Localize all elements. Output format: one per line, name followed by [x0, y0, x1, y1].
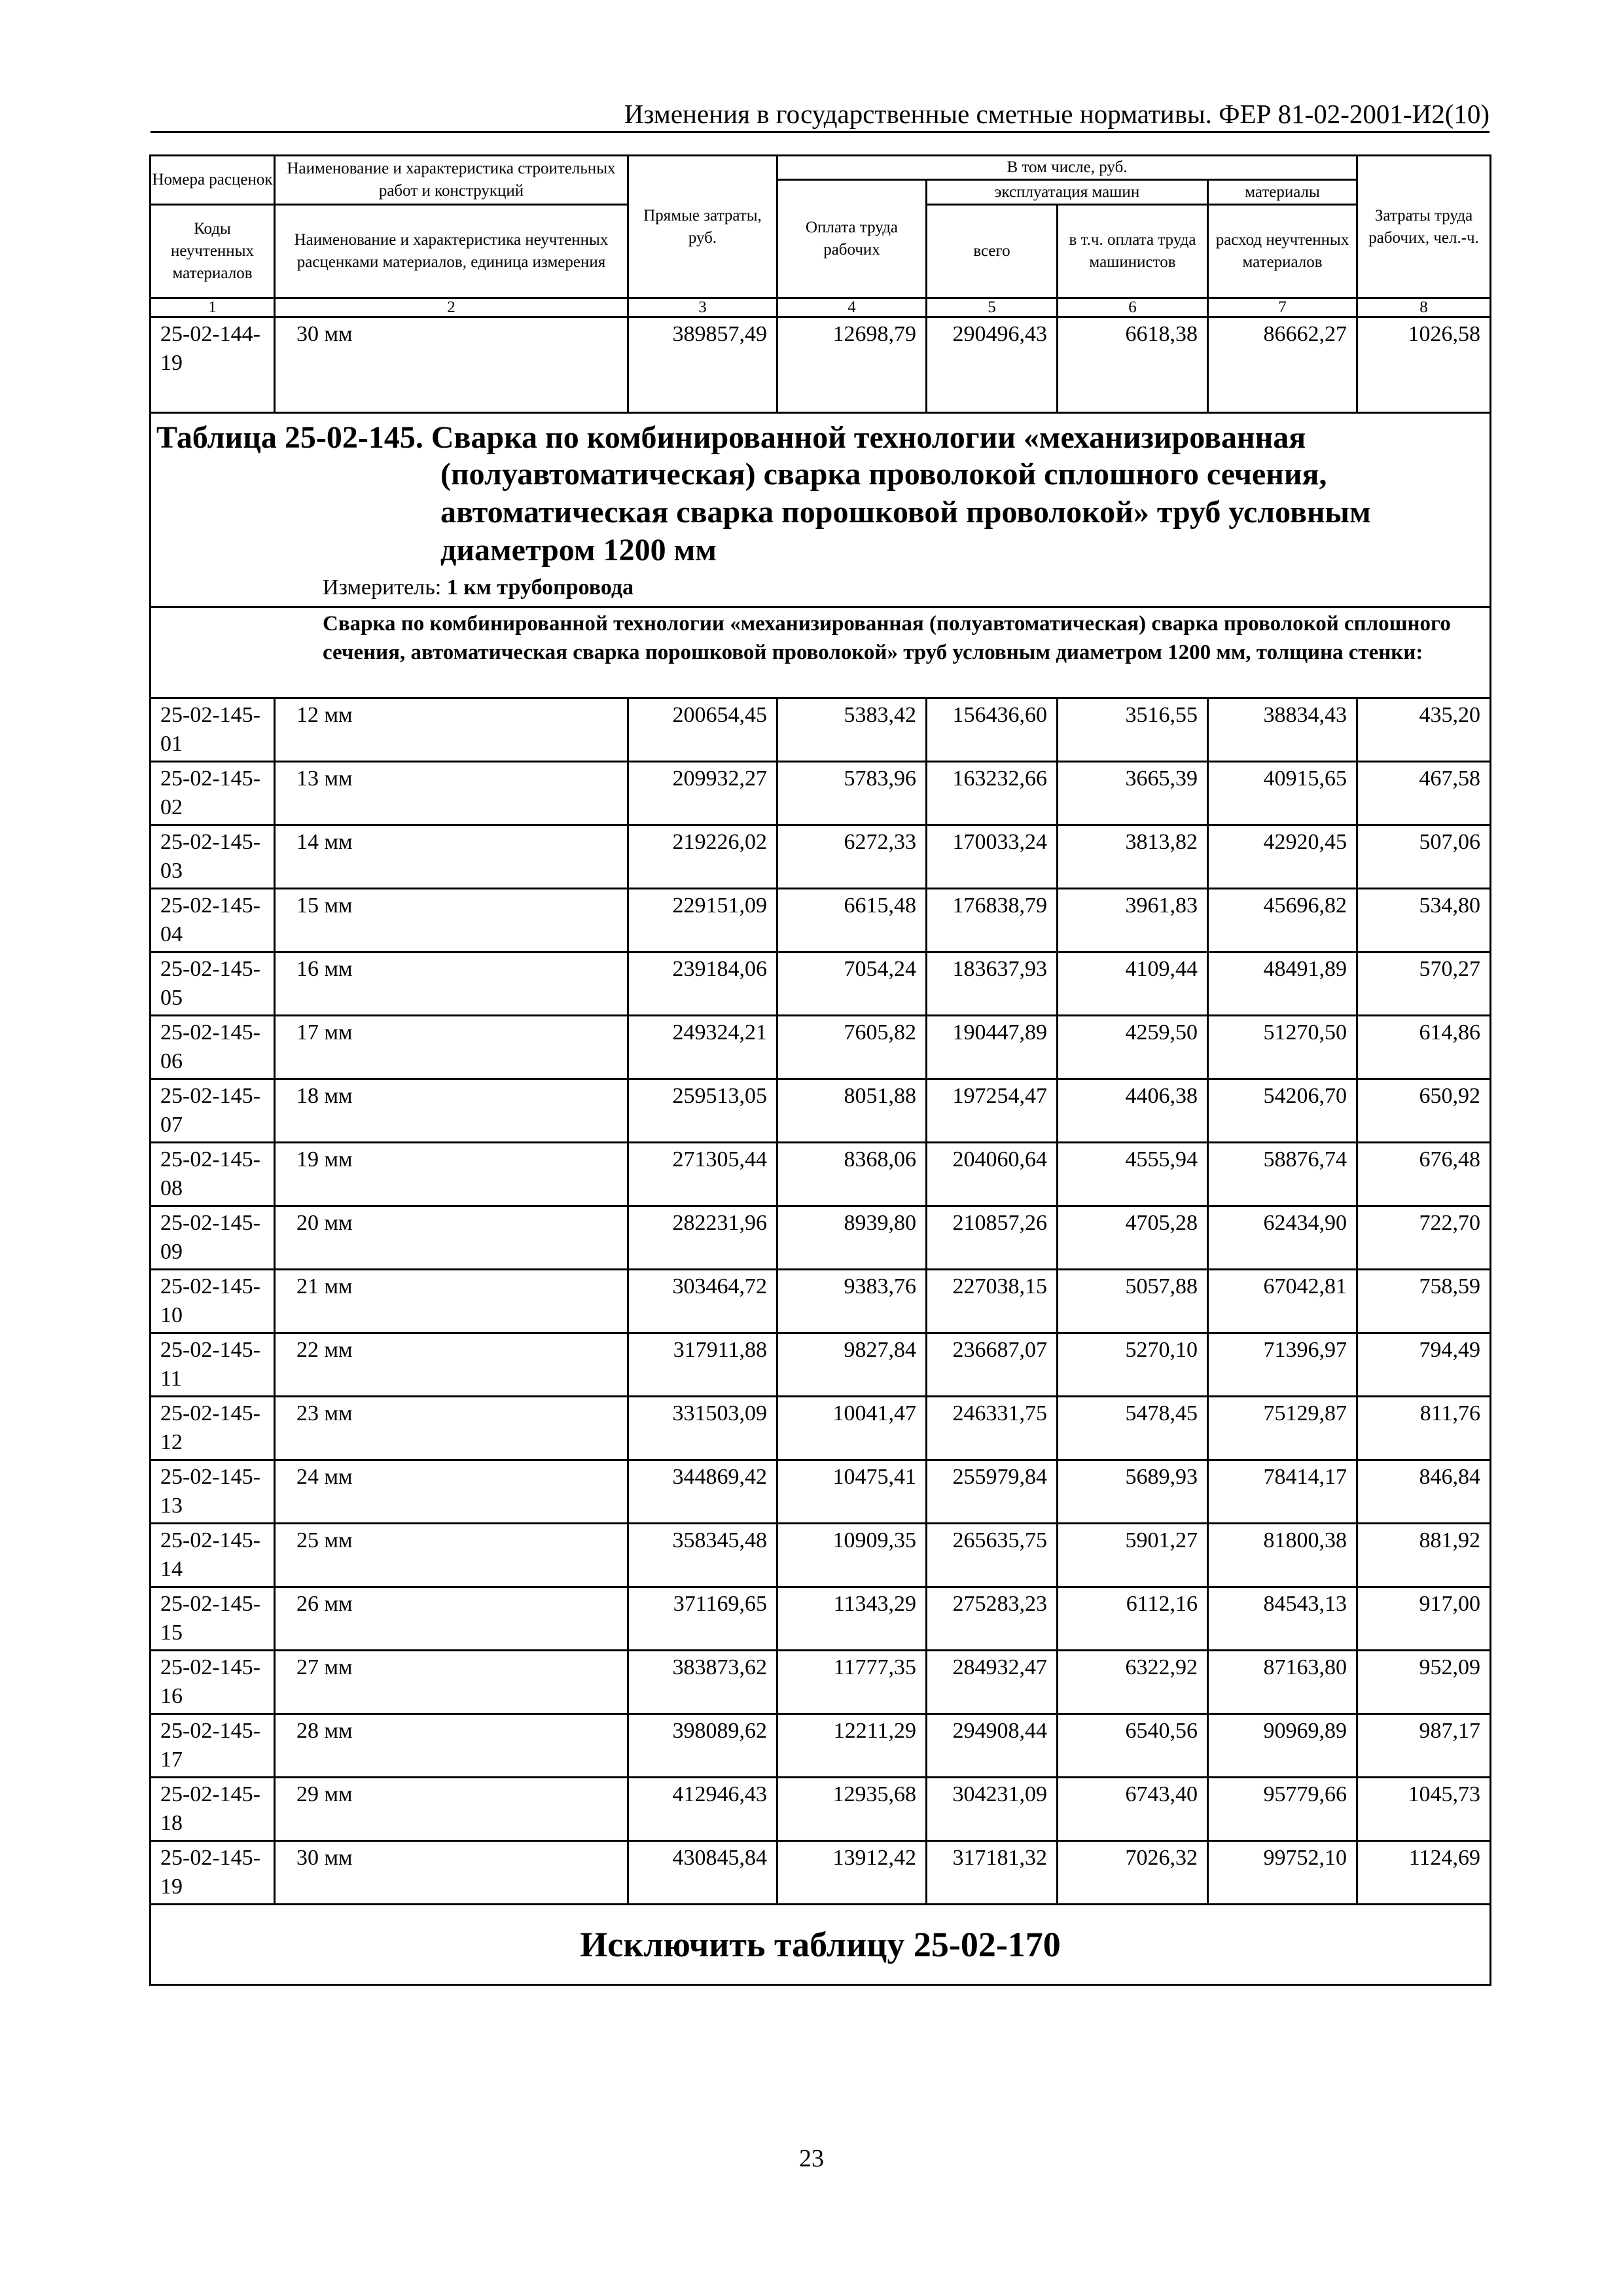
rate-code: 25-02-145-07 [151, 1079, 275, 1143]
labor-hours: 1045,73 [1357, 1778, 1491, 1841]
exclude-table-note: Исключить таблицу 25-02-170 [151, 1905, 1491, 1985]
rate-code: 25-02-145-18 [151, 1778, 275, 1841]
materials: 48491,89 [1208, 952, 1357, 1016]
table-row [151, 825, 1491, 889]
labor-pay: 12698,79 [777, 317, 927, 413]
labor-hours: 722,70 [1357, 1206, 1491, 1270]
direct-costs: 303464,72 [628, 1270, 777, 1333]
rate-name: 15 мм [275, 889, 628, 952]
materials: 90969,89 [1208, 1714, 1357, 1778]
machines-total: 210857,26 [927, 1206, 1058, 1270]
rate-name: 28 мм [275, 1714, 628, 1778]
rate-code: 25-02-145-11 [151, 1333, 275, 1397]
meter-value: 1 км трубопровода [446, 575, 634, 600]
machinists-pay: 6743,40 [1058, 1778, 1208, 1841]
machines-total: 190447,89 [927, 1016, 1058, 1079]
head-direct-costs: Прямые затраты, руб. [628, 156, 777, 298]
labor-hours: 952,09 [1357, 1651, 1491, 1714]
machines-total: 294908,44 [927, 1714, 1058, 1778]
head-machinists-pay: в т.ч. оплата труда машинистов [1058, 205, 1208, 298]
machinists-pay: 4406,38 [1058, 1079, 1208, 1143]
table-row [151, 762, 1491, 825]
table-row [151, 1460, 1491, 1524]
direct-costs: 398089,62 [628, 1714, 777, 1778]
rate-code: 25-02-144-19 [151, 317, 275, 413]
col-number: 7 [1208, 298, 1357, 317]
materials: 86662,27 [1208, 317, 1357, 413]
rate-code: 25-02-145-05 [151, 952, 275, 1016]
table-row [151, 952, 1491, 1016]
machinists-pay: 4555,94 [1058, 1143, 1208, 1206]
machines-total: 197254,47 [927, 1079, 1058, 1143]
rate-name: 18 мм [275, 1079, 628, 1143]
machines-total: 246331,75 [927, 1397, 1058, 1460]
machines-total: 290496,43 [927, 317, 1058, 413]
materials: 45696,82 [1208, 889, 1357, 952]
table-row [151, 1778, 1491, 1841]
direct-costs: 282231,96 [628, 1206, 777, 1270]
machinists-pay: 5478,45 [1058, 1397, 1208, 1460]
machinists-pay: 4259,50 [1058, 1016, 1208, 1079]
labor-hours: 507,06 [1357, 825, 1491, 889]
direct-costs: 358345,48 [628, 1524, 777, 1587]
header-rule [151, 131, 1489, 133]
machines-total: 265635,75 [927, 1524, 1058, 1587]
section-subheading: Сварка по комбинированной технологии «механизированная (полуавтоматическая) сварка проволокой сплошного сечения, автоматическая сварка порошковой проволокой» труб условным диаметром 1200 мм, толщина стенки: [151, 607, 1491, 698]
table-row [151, 1079, 1491, 1143]
machines-total: 317181,32 [927, 1841, 1058, 1905]
rate-name: 19 мм [275, 1143, 628, 1206]
materials: 54206,70 [1208, 1079, 1357, 1143]
machinists-pay: 3813,82 [1058, 825, 1208, 889]
direct-costs: 389857,49 [628, 317, 777, 413]
rate-name: 23 мм [275, 1397, 628, 1460]
page-number: 23 [799, 2145, 824, 2172]
machines-total: 156436,60 [927, 698, 1058, 762]
machines-total: 170033,24 [927, 825, 1058, 889]
machinists-pay: 6112,16 [1058, 1587, 1208, 1651]
table-row [151, 1651, 1491, 1714]
head-name-top: Наименование и характеристика строительных работ и конструкций [275, 156, 628, 205]
rate-name: 20 мм [275, 1206, 628, 1270]
rate-code: 25-02-145-15 [151, 1587, 275, 1651]
direct-costs: 430845,84 [628, 1841, 777, 1905]
machinists-pay: 7026,32 [1058, 1841, 1208, 1905]
labor-hours: 917,00 [1357, 1587, 1491, 1651]
col-number: 8 [1357, 298, 1491, 317]
head-codes-top: Номера расценок [151, 156, 275, 205]
labor-pay: 6272,33 [777, 825, 927, 889]
labor-pay: 9827,84 [777, 1333, 927, 1397]
materials: 40915,65 [1208, 762, 1357, 825]
rate-name: 26 мм [275, 1587, 628, 1651]
materials: 51270,50 [1208, 1016, 1357, 1079]
labor-pay: 7054,24 [777, 952, 927, 1016]
labor-hours: 676,48 [1357, 1143, 1491, 1206]
meter-label: Измеритель: [323, 575, 442, 600]
materials: 42920,45 [1208, 825, 1357, 889]
labor-hours: 1124,69 [1357, 1841, 1491, 1905]
rate-name: 12 мм [275, 698, 628, 762]
rate-code: 25-02-145-13 [151, 1460, 275, 1524]
table-row [151, 1206, 1491, 1270]
rate-code: 25-02-145-03 [151, 825, 275, 889]
head-machines-total: всего [927, 205, 1058, 298]
direct-costs: 412946,43 [628, 1778, 777, 1841]
machines-total: 204060,64 [927, 1143, 1058, 1206]
labor-pay: 6615,48 [777, 889, 927, 952]
machinists-pay: 5901,27 [1058, 1524, 1208, 1587]
labor-pay: 7605,82 [777, 1016, 927, 1079]
materials: 84543,13 [1208, 1587, 1357, 1651]
materials: 62434,90 [1208, 1206, 1357, 1270]
direct-costs: 209932,27 [628, 762, 777, 825]
labor-pay: 11777,35 [777, 1651, 927, 1714]
rate-code: 25-02-145-06 [151, 1016, 275, 1079]
rate-code: 25-02-145-14 [151, 1524, 275, 1587]
labor-pay: 12211,29 [777, 1714, 927, 1778]
labor-pay: 12935,68 [777, 1778, 927, 1841]
machinists-pay: 3961,83 [1058, 889, 1208, 952]
materials: 71396,97 [1208, 1333, 1357, 1397]
materials: 75129,87 [1208, 1397, 1357, 1460]
machinists-pay: 6540,56 [1058, 1714, 1208, 1778]
materials: 87163,80 [1208, 1651, 1357, 1714]
rate-name: 30 мм [275, 317, 628, 413]
direct-costs: 239184,06 [628, 952, 777, 1016]
machinists-pay: 4705,28 [1058, 1206, 1208, 1270]
labor-pay: 5383,42 [777, 698, 927, 762]
machinists-pay: 5270,10 [1058, 1333, 1208, 1397]
table-row [151, 1714, 1491, 1778]
materials: 67042,81 [1208, 1270, 1357, 1333]
direct-costs: 331503,09 [628, 1397, 777, 1460]
table-row [151, 889, 1491, 952]
machines-total: 304231,09 [927, 1778, 1058, 1841]
table-row [151, 317, 1491, 413]
rate-name: 27 мм [275, 1651, 628, 1714]
col-number: 5 [927, 298, 1058, 317]
direct-costs: 219226,02 [628, 825, 777, 889]
labor-hours: 758,59 [1357, 1270, 1491, 1333]
labor-hours: 987,17 [1357, 1714, 1491, 1778]
materials: 38834,43 [1208, 698, 1357, 762]
machines-total: 275283,23 [927, 1587, 1058, 1651]
head-machines: эксплуатация машин [927, 180, 1208, 205]
direct-costs: 383873,62 [628, 1651, 777, 1714]
rate-code: 25-02-145-01 [151, 698, 275, 762]
labor-hours: 570,27 [1357, 952, 1491, 1016]
rate-code: 25-02-145-04 [151, 889, 275, 952]
page-header-title: Изменения в государственные сметные нормативы. ФЕР 81-02-2001-И2(10) [624, 99, 1489, 129]
rate-name: 16 мм [275, 952, 628, 1016]
labor-pay: 11343,29 [777, 1587, 927, 1651]
col-number: 3 [628, 298, 777, 317]
table-row [151, 1016, 1491, 1079]
direct-costs: 259513,05 [628, 1079, 777, 1143]
labor-pay: 10475,41 [777, 1460, 927, 1524]
table-row [151, 1270, 1491, 1333]
rate-name: 25 мм [275, 1524, 628, 1587]
rate-code: 25-02-145-17 [151, 1714, 275, 1778]
materials: 58876,74 [1208, 1143, 1357, 1206]
head-materials: материалы [1208, 180, 1357, 205]
col-number: 6 [1058, 298, 1208, 317]
table-row [151, 1524, 1491, 1587]
materials: 95779,66 [1208, 1778, 1357, 1841]
machinists-pay: 5057,88 [1058, 1270, 1208, 1333]
machines-total: 236687,07 [927, 1333, 1058, 1397]
rates-table [149, 154, 1491, 1986]
rate-code: 25-02-145-09 [151, 1206, 275, 1270]
machines-total: 284932,47 [927, 1651, 1058, 1714]
head-materials-use: расход неучтенных материалов [1208, 205, 1357, 298]
rate-code: 25-02-145-19 [151, 1841, 275, 1905]
rate-code: 25-02-145-16 [151, 1651, 275, 1714]
labor-hours: 1026,58 [1357, 317, 1491, 413]
table-caption-title: Таблица 25-02-145. Сварка по комбинированной технологии «механизированная [156, 420, 1306, 455]
materials: 81800,38 [1208, 1524, 1357, 1587]
direct-costs: 317911,88 [628, 1333, 777, 1397]
rate-code: 25-02-145-12 [151, 1397, 275, 1460]
labor-pay: 13912,42 [777, 1841, 927, 1905]
labor-pay: 10041,47 [777, 1397, 927, 1460]
machinists-pay: 3516,55 [1058, 698, 1208, 762]
head-codes-bottom: Коды неучтенных материалов [151, 205, 275, 298]
rate-code: 25-02-145-08 [151, 1143, 275, 1206]
table-row [151, 1841, 1491, 1905]
labor-pay: 5783,96 [777, 762, 927, 825]
labor-hours: 614,86 [1357, 1016, 1491, 1079]
table-row [151, 698, 1491, 762]
direct-costs: 271305,44 [628, 1143, 777, 1206]
labor-hours: 846,84 [1357, 1460, 1491, 1524]
rate-name: 14 мм [275, 825, 628, 889]
labor-hours: 650,92 [1357, 1079, 1491, 1143]
col-number: 4 [777, 298, 927, 317]
table-row [151, 1397, 1491, 1460]
machinists-pay: 4109,44 [1058, 952, 1208, 1016]
direct-costs: 371169,65 [628, 1587, 777, 1651]
machines-total: 176838,79 [927, 889, 1058, 952]
labor-pay: 10909,35 [777, 1524, 927, 1587]
head-labor-hours: Затраты труда рабочих, чел.-ч. [1357, 156, 1491, 298]
labor-pay: 8368,06 [777, 1143, 927, 1206]
rate-name: 17 мм [275, 1016, 628, 1079]
materials: 99752,10 [1208, 1841, 1357, 1905]
rate-name: 30 мм [275, 1841, 628, 1905]
labor-hours: 811,76 [1357, 1397, 1491, 1460]
machines-total: 255979,84 [927, 1460, 1058, 1524]
labor-hours: 881,92 [1357, 1524, 1491, 1587]
rate-name: 13 мм [275, 762, 628, 825]
labor-hours: 467,58 [1357, 762, 1491, 825]
direct-costs: 229151,09 [628, 889, 777, 952]
labor-hours: 534,80 [1357, 889, 1491, 952]
materials: 78414,17 [1208, 1460, 1357, 1524]
rate-name: 29 мм [275, 1778, 628, 1841]
machinists-pay: 6618,38 [1058, 317, 1208, 413]
head-labor-pay: Оплата труда рабочих [777, 180, 927, 298]
rate-name: 21 мм [275, 1270, 628, 1333]
machines-total: 163232,66 [927, 762, 1058, 825]
labor-pay: 8939,80 [777, 1206, 927, 1270]
table-row [151, 1143, 1491, 1206]
col-number: 1 [151, 298, 275, 317]
head-including: В том числе, руб. [777, 156, 1357, 180]
machines-total: 227038,15 [927, 1270, 1058, 1333]
labor-hours: 794,49 [1357, 1333, 1491, 1397]
machinists-pay: 3665,39 [1058, 762, 1208, 825]
rate-name: 22 мм [275, 1333, 628, 1397]
rate-name: 24 мм [275, 1460, 628, 1524]
table-caption-cell [151, 413, 1491, 607]
table-row [151, 1333, 1491, 1397]
direct-costs: 200654,45 [628, 698, 777, 762]
labor-hours: 435,20 [1357, 698, 1491, 762]
head-name-bottom: Наименование и характеристика неучтенных расценками материалов, единица измерения [275, 205, 628, 298]
table-meter [323, 575, 633, 601]
col-number: 2 [275, 298, 628, 317]
direct-costs: 249324,21 [628, 1016, 777, 1079]
table-caption-title-continued: (полуавтоматическая) сварка проволокой сплошного сечения, автоматическая сварка порошковой проволокой» труб условным диаметром 1200 мм [440, 457, 1371, 567]
machinists-pay: 5689,93 [1058, 1460, 1208, 1524]
rate-code: 25-02-145-02 [151, 762, 275, 825]
machinists-pay: 6322,92 [1058, 1651, 1208, 1714]
labor-pay: 8051,88 [777, 1079, 927, 1143]
labor-pay: 9383,76 [777, 1270, 927, 1333]
direct-costs: 344869,42 [628, 1460, 777, 1524]
machines-total: 183637,93 [927, 952, 1058, 1016]
rate-code: 25-02-145-10 [151, 1270, 275, 1333]
table-row [151, 1587, 1491, 1651]
